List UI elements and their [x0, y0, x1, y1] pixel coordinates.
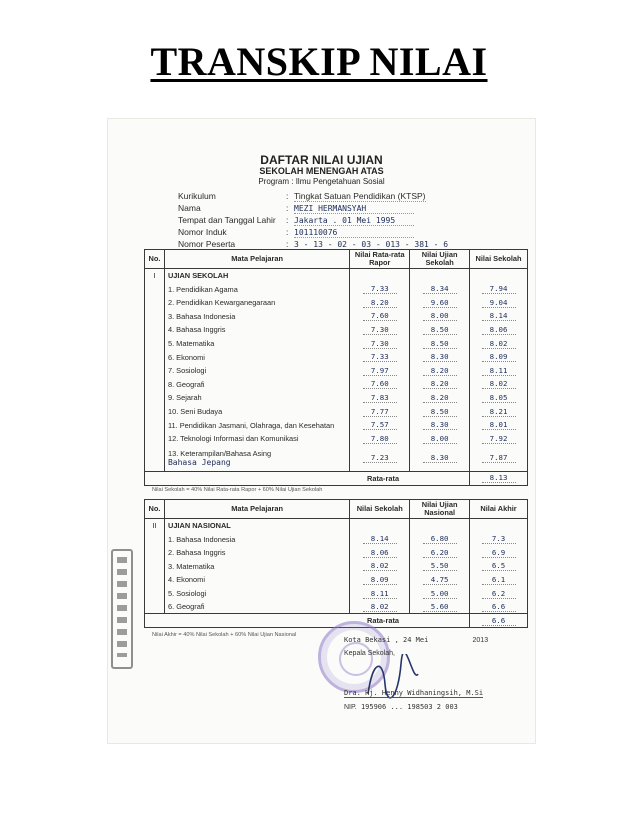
cell-no — [145, 587, 165, 601]
score-value: 5.60 — [423, 602, 457, 612]
info-label: Nomor Peserta — [178, 239, 236, 249]
score-value: 7.33 — [363, 284, 397, 294]
cell-sekolah — [350, 573, 410, 587]
score-value: 8.02 — [363, 561, 397, 571]
cell-no — [145, 405, 165, 419]
cell-avg-value — [470, 472, 528, 486]
cell-un — [410, 532, 470, 546]
cell-subject: 4. Ekonomi — [164, 573, 349, 587]
cell-empty — [350, 519, 410, 533]
cell-rapor — [350, 391, 410, 405]
table-row — [145, 587, 528, 601]
cell-ujian — [410, 378, 470, 392]
score-value: 8.09 — [482, 352, 516, 362]
table-row — [145, 532, 528, 546]
score-value: 8.11 — [363, 589, 397, 599]
signature-role: Kepala Sekolah, — [344, 650, 395, 657]
cell-subject: 6. Ekonomi — [164, 350, 349, 364]
cell-sekolah — [470, 432, 528, 446]
cell-sekolah — [470, 310, 528, 324]
cell-un — [410, 560, 470, 574]
cell-subject: 11. Pendidikan Jasmani, Olahraga, dan Kesehatan — [164, 418, 349, 432]
score-value: 7.33 — [363, 352, 397, 362]
cell-sekolah — [470, 391, 528, 405]
cell-sekolah — [470, 378, 528, 392]
cell-subject: 1. Bahasa Indonesia — [164, 532, 349, 546]
cell-subject: 7. Sosiologi — [164, 364, 349, 378]
row13-language: Bahasa Jepang — [167, 458, 231, 468]
cell-rapor — [350, 350, 410, 364]
score-value: 6.9 — [482, 548, 516, 558]
cell-sekolah — [470, 364, 528, 378]
cell-sekolah — [470, 350, 528, 364]
score-value: 8.05 — [482, 393, 516, 403]
info-label: Kurikulum — [178, 191, 216, 201]
score-value: 6.5 — [482, 561, 516, 571]
cell-avg-label: Rata-rata — [145, 472, 470, 486]
score-value: 8.14 — [482, 311, 516, 321]
score-value: 9.60 — [423, 298, 457, 308]
cell-akhir — [470, 532, 528, 546]
info-label: Nama — [178, 203, 201, 213]
score-value: 8.20 — [423, 393, 457, 403]
cell-rapor — [350, 296, 410, 310]
col-header-ujian-sekolah: Nilai Ujian Sekolah — [410, 250, 470, 269]
col-header-no: No. — [145, 500, 165, 519]
table-header-row — [145, 250, 528, 269]
table-row — [145, 573, 528, 587]
cell-no — [145, 560, 165, 574]
cell-no — [145, 446, 165, 472]
scanned-document — [107, 118, 536, 744]
table1-note: Nilai Sekolah = 40% Nilai Rata-rata Rapor + 60% Nilai Ujian Sekolah — [152, 487, 323, 493]
col-header-subject: Mata Pelajaran — [164, 500, 349, 519]
cell-rapor — [350, 405, 410, 419]
info-colon: : — [286, 227, 289, 237]
table-row — [145, 600, 528, 614]
cell-rapor — [350, 323, 410, 337]
cell-akhir — [470, 587, 528, 601]
score-value: 7.80 — [363, 434, 397, 444]
cell-rapor — [350, 446, 410, 472]
score-value: 7.3 — [482, 534, 516, 544]
cell-no — [145, 573, 165, 587]
cell-subject — [164, 446, 349, 472]
cell-empty — [350, 269, 410, 283]
cell-no: II — [145, 519, 165, 533]
score-value: 7.60 — [363, 379, 397, 389]
cell-ujian — [410, 337, 470, 351]
score-value: 8.02 — [363, 602, 397, 612]
score-value: 5.50 — [423, 561, 457, 571]
cell-subject: 10. Seni Budaya — [164, 405, 349, 419]
cell-subject: 4. Bahasa Inggris — [164, 323, 349, 337]
score-value: 8.02 — [482, 339, 516, 349]
cell-no — [145, 350, 165, 364]
info-row — [178, 227, 414, 238]
cell-sekolah — [350, 560, 410, 574]
cell-ujian — [410, 310, 470, 324]
score-value: 5.00 — [423, 589, 457, 599]
cell-subject: 9. Sejarah — [164, 391, 349, 405]
cell-rapor — [350, 418, 410, 432]
cell-sekolah — [470, 296, 528, 310]
signature-name: Dra. Hj. Henny Widhaningsih, M.Si — [344, 689, 484, 697]
cell-no — [145, 532, 165, 546]
cell-un — [410, 546, 470, 560]
score-value: 8.50 — [423, 325, 457, 335]
score-value: 8.20 — [423, 379, 457, 389]
cell-sekolah — [470, 446, 528, 472]
document-title: DAFTAR NILAI UJIAN — [260, 153, 383, 167]
col-header-no: No. — [145, 250, 165, 269]
table-row — [145, 560, 528, 574]
school-exam-table — [144, 249, 528, 486]
info-value: MEZI HERMANSYAH — [294, 204, 414, 214]
cell-ujian — [410, 350, 470, 364]
cell-rapor — [350, 432, 410, 446]
cell-ujian — [410, 418, 470, 432]
score-value: 8.30 — [423, 420, 457, 430]
cell-rapor — [350, 337, 410, 351]
col-header-rapor: Nilai Rata-rata Rapor — [350, 250, 410, 269]
cell-subject: 12. Teknologi Informasi dan Komunikasi — [164, 432, 349, 446]
cell-akhir — [470, 560, 528, 574]
info-value: Tingkat Satuan Pendidikan (KTSP) — [294, 191, 426, 201]
info-label: Tempat dan Tanggal Lahir — [178, 215, 276, 225]
score-value: 8.30 — [423, 352, 457, 362]
table-row — [145, 432, 528, 446]
score-value: 8.20 — [363, 298, 397, 308]
cell-un — [410, 573, 470, 587]
cell-no — [145, 364, 165, 378]
cell-subject: 8. Geografi — [164, 378, 349, 392]
cell-ujian — [410, 391, 470, 405]
cell-sekolah — [470, 282, 528, 296]
score-value: 7.23 — [363, 453, 397, 463]
score-value: 8.20 — [423, 366, 457, 376]
cell-no: I — [145, 269, 165, 283]
cell-subject: 5. Matematika — [164, 337, 349, 351]
score-value: 4.75 — [423, 575, 457, 585]
cell-no — [145, 378, 165, 392]
score-value: 8.13 — [482, 473, 516, 483]
table-row — [145, 546, 528, 560]
cell-no — [145, 391, 165, 405]
score-value: 6.6 — [482, 602, 516, 612]
cell-ujian — [410, 432, 470, 446]
cell-no — [145, 432, 165, 446]
score-value: 7.30 — [363, 339, 397, 349]
col-header-nilai-akhir: Nilai Akhir — [470, 500, 528, 519]
table-row — [145, 418, 528, 432]
table-row — [145, 269, 528, 283]
cell-empty — [470, 269, 528, 283]
cell-un — [410, 587, 470, 601]
score-value: 8.09 — [363, 575, 397, 585]
score-value: 8.06 — [363, 548, 397, 558]
score-value: 7.77 — [363, 407, 397, 417]
table-row — [145, 364, 528, 378]
score-value: 8.50 — [423, 339, 457, 349]
cell-empty — [410, 519, 470, 533]
cell-subject: 3. Matematika — [164, 560, 349, 574]
info-label: Nomor Induk — [178, 227, 227, 237]
cell-section-label: UJIAN NASIONAL — [164, 519, 349, 533]
table-header-row — [145, 500, 528, 519]
col-header-nilai-sekolah: Nilai Sekolah — [350, 500, 410, 519]
cell-no — [145, 418, 165, 432]
cell-empty — [410, 269, 470, 283]
col-header-nilai-sekolah: Nilai Sekolah — [470, 250, 528, 269]
info-row — [178, 215, 414, 226]
cell-sekolah — [350, 600, 410, 614]
table-row — [145, 472, 528, 486]
table-row — [145, 446, 528, 472]
score-value: 8.30 — [423, 453, 457, 463]
score-value: 7.57 — [363, 420, 397, 430]
score-value: 6.20 — [423, 548, 457, 558]
score-value: 8.00 — [423, 434, 457, 444]
cell-rapor — [350, 310, 410, 324]
table-row — [145, 323, 528, 337]
cell-ujian — [410, 282, 470, 296]
table-row — [145, 296, 528, 310]
cell-sekolah — [350, 546, 410, 560]
cell-sekolah — [470, 405, 528, 419]
table2-note: Nilai Akhir = 40% Nilai Sekolah + 60% Nilai Ujian Nasional — [152, 632, 297, 638]
score-value: 8.00 — [423, 311, 457, 321]
cell-no — [145, 310, 165, 324]
score-value: 6.80 — [423, 534, 457, 544]
cell-subject: 6. Geografi — [164, 600, 349, 614]
table-row — [145, 282, 528, 296]
score-value: 8.50 — [423, 407, 457, 417]
cell-ujian — [410, 405, 470, 419]
cell-sekolah — [350, 532, 410, 546]
document-program: Program : Ilmu Pengetahuan Sosial — [258, 177, 385, 186]
cell-empty — [470, 519, 528, 533]
cell-rapor — [350, 282, 410, 296]
signature-nip: NIP. 195906 ... 198503 2 003 — [344, 703, 458, 711]
info-colon: : — [286, 191, 289, 201]
info-colon: : — [286, 239, 289, 249]
info-row — [178, 191, 426, 202]
cell-un — [410, 600, 470, 614]
table-row — [145, 405, 528, 419]
table-row — [145, 337, 528, 351]
cell-rapor — [350, 378, 410, 392]
cell-section-label: UJIAN SEKOLAH — [164, 269, 349, 283]
cell-akhir — [470, 600, 528, 614]
score-value: 8.14 — [363, 534, 397, 544]
side-stamp-mark — [111, 549, 133, 669]
cell-subject: 5. Sosiologi — [164, 587, 349, 601]
cell-no — [145, 337, 165, 351]
cell-no — [145, 600, 165, 614]
table-row — [145, 391, 528, 405]
info-value: Jakarta . 01 Mei 1995 — [294, 216, 414, 226]
cell-no — [145, 296, 165, 310]
cell-no — [145, 546, 165, 560]
info-colon: : — [286, 215, 289, 225]
info-value: 3 - 13 - 02 - 03 - 013 - 381 - 6 — [294, 240, 449, 249]
score-value: 8.21 — [482, 407, 516, 417]
cell-sekolah — [470, 323, 528, 337]
score-value: 6.2 — [482, 589, 516, 599]
cell-sekolah — [350, 587, 410, 601]
page-title: TRANSKIP NILAI — [150, 39, 488, 84]
score-value: 8.06 — [482, 325, 516, 335]
table-row — [145, 310, 528, 324]
score-value: 8.11 — [482, 366, 516, 376]
score-value: 6.1 — [482, 575, 516, 585]
cell-rapor — [350, 364, 410, 378]
score-value: 7.87 — [482, 453, 516, 463]
cell-subject: 3. Bahasa Indonesia — [164, 310, 349, 324]
cell-sekolah — [470, 337, 528, 351]
col-header-subject: Mata Pelajaran — [164, 250, 349, 269]
cell-no — [145, 323, 165, 337]
cell-ujian — [410, 364, 470, 378]
cell-ujian — [410, 446, 470, 472]
cell-subject: 2. Bahasa Inggris — [164, 546, 349, 560]
cell-ujian — [410, 296, 470, 310]
cell-akhir — [470, 573, 528, 587]
national-exam-table — [144, 499, 528, 628]
cell-sekolah — [470, 418, 528, 432]
info-colon: : — [286, 203, 289, 213]
cell-avg-value — [470, 614, 528, 628]
score-value: 8.34 — [423, 284, 457, 294]
col-header-ujian-nasional: Nilai Ujian Nasional — [410, 500, 470, 519]
cell-subject: 1. Pendidikan Agama — [164, 282, 349, 296]
document-subtitle: SEKOLAH MENENGAH ATAS — [259, 166, 384, 176]
cell-no — [145, 282, 165, 296]
table-row — [145, 519, 528, 533]
signature-place-date: Kota Bekasi , 24 Mei 2013 — [344, 636, 489, 644]
score-value: 7.92 — [482, 434, 516, 444]
score-value: 6.6 — [482, 616, 516, 626]
score-value: 7.83 — [363, 393, 397, 403]
cell-akhir — [470, 546, 528, 560]
row13-label: 13. Keterampilan/Bahasa Asing — [167, 449, 272, 459]
score-value: 7.97 — [363, 366, 397, 376]
score-value: 9.04 — [482, 298, 516, 308]
score-value: 7.94 — [482, 284, 516, 294]
info-value: 101110076 — [294, 228, 414, 238]
cell-ujian — [410, 323, 470, 337]
score-value: 8.01 — [482, 420, 516, 430]
table-row — [145, 378, 528, 392]
score-value: 7.30 — [363, 325, 397, 335]
info-row — [178, 203, 414, 214]
score-value: 8.02 — [482, 379, 516, 389]
cell-avg-label: Rata-rata — [145, 614, 470, 628]
cell-subject: 2. Pendidikan Kewarganegaraan — [164, 296, 349, 310]
score-value: 7.60 — [363, 311, 397, 321]
table-row — [145, 350, 528, 364]
